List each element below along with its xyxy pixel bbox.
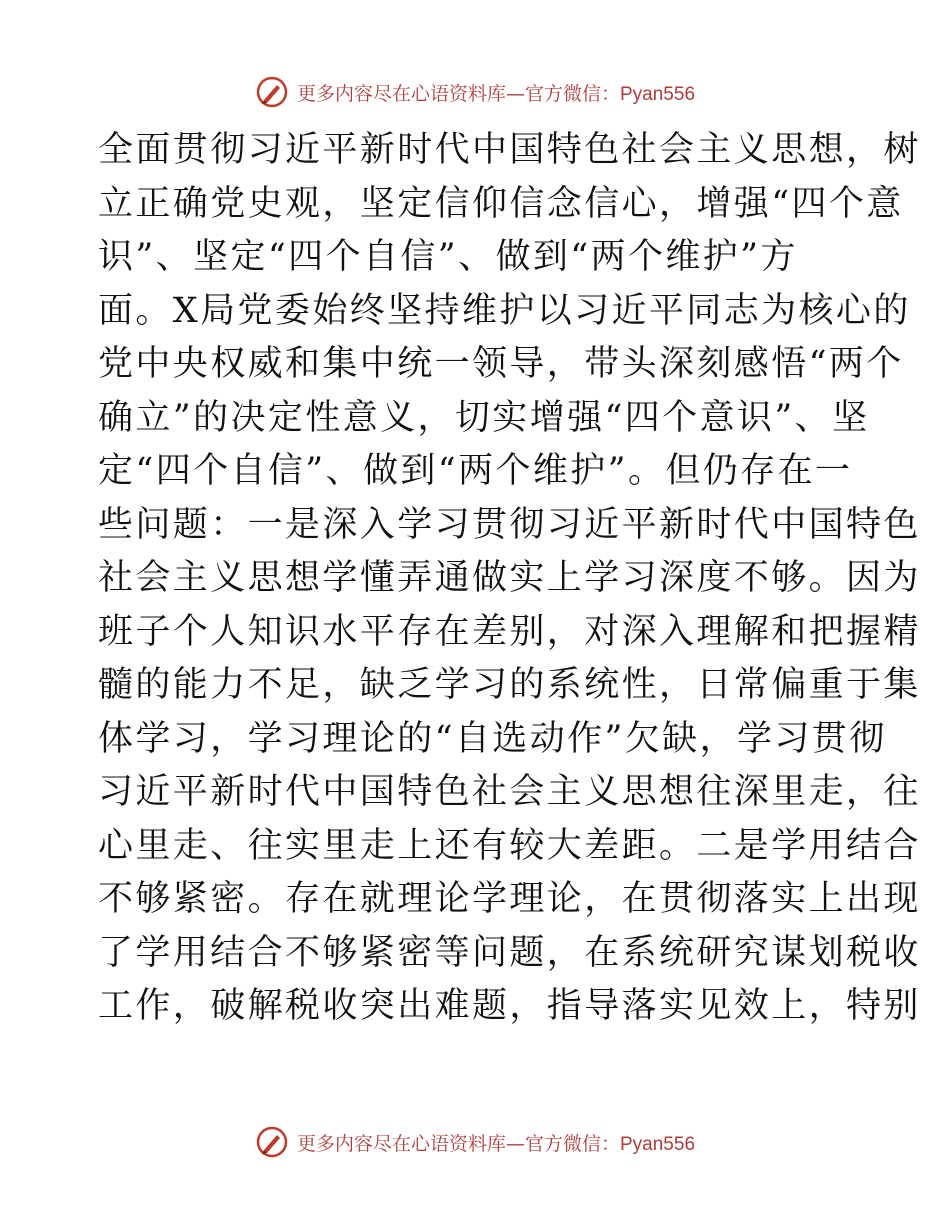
text-line: 些问题：一是深入学习贯彻习近平新时代中国特色	[98, 504, 921, 545]
banner-slogan: 更多内容尽在心语资料库—官方微信：	[296, 82, 620, 105]
text-line: 识”、坚定“四个自信”、做到“两个维护”方	[98, 237, 798, 277]
text-line: 社会主义思想学懂弄通做实上学习深度不够。因为	[98, 558, 921, 598]
text-line: 工作，破解税收突出难题，指导落实见效上，特别	[98, 986, 921, 1026]
document-body	[98, 124, 921, 1034]
text-line: 髓的能力不足，缺乏学习的系统性，日常偏重于集	[98, 665, 921, 705]
text-line: 体学习，学习理论的“自选动作”欠缺，学习贯彻	[98, 718, 887, 759]
banner-text	[297, 79, 695, 106]
footer-banner	[0, 1122, 950, 1162]
wechat-id: Pyan556	[620, 1133, 696, 1155]
pen-logo-icon	[255, 75, 289, 109]
text-line: 立正确党史观，坚定信仰信念信心，增强“四个意	[98, 183, 904, 224]
text-line: 面。X局党委始终坚持维护以习近平同志为核心的	[98, 290, 911, 331]
pen-logo-icon	[255, 1125, 289, 1159]
banner-text	[297, 1129, 695, 1156]
text-line: 不够紧密。存在就理论学理论，在贯彻落实上出现	[98, 879, 921, 919]
text-line: 定“四个自信”、做到“两个维护”。但仍存在一	[98, 451, 853, 491]
text-line: 党中央权威和集中统一领导，带头深刻感悟“两个	[98, 344, 904, 384]
text-line: 确立”的决定性意义，切实增强“四个意识”、坚	[98, 397, 870, 438]
wechat-id: Pyan556	[620, 83, 696, 105]
text-line: 了学用结合不够紧密等问题，在系统研究谋划税收	[98, 932, 921, 973]
text-line: 班子个人知识水平存在差别，对深入理解和把握精	[98, 611, 921, 652]
text-line: 习近平新时代中国特色社会主义思想往深里走，往	[98, 772, 921, 812]
text-line: 心里走、往实里走上还有较大差距。二是学用结合	[98, 825, 921, 866]
banner-slogan: 更多内容尽在心语资料库—官方微信：	[296, 1132, 620, 1155]
header-banner	[0, 72, 950, 112]
text-line: 全面贯彻习近平新时代中国特色社会主义思想，树	[98, 130, 921, 170]
